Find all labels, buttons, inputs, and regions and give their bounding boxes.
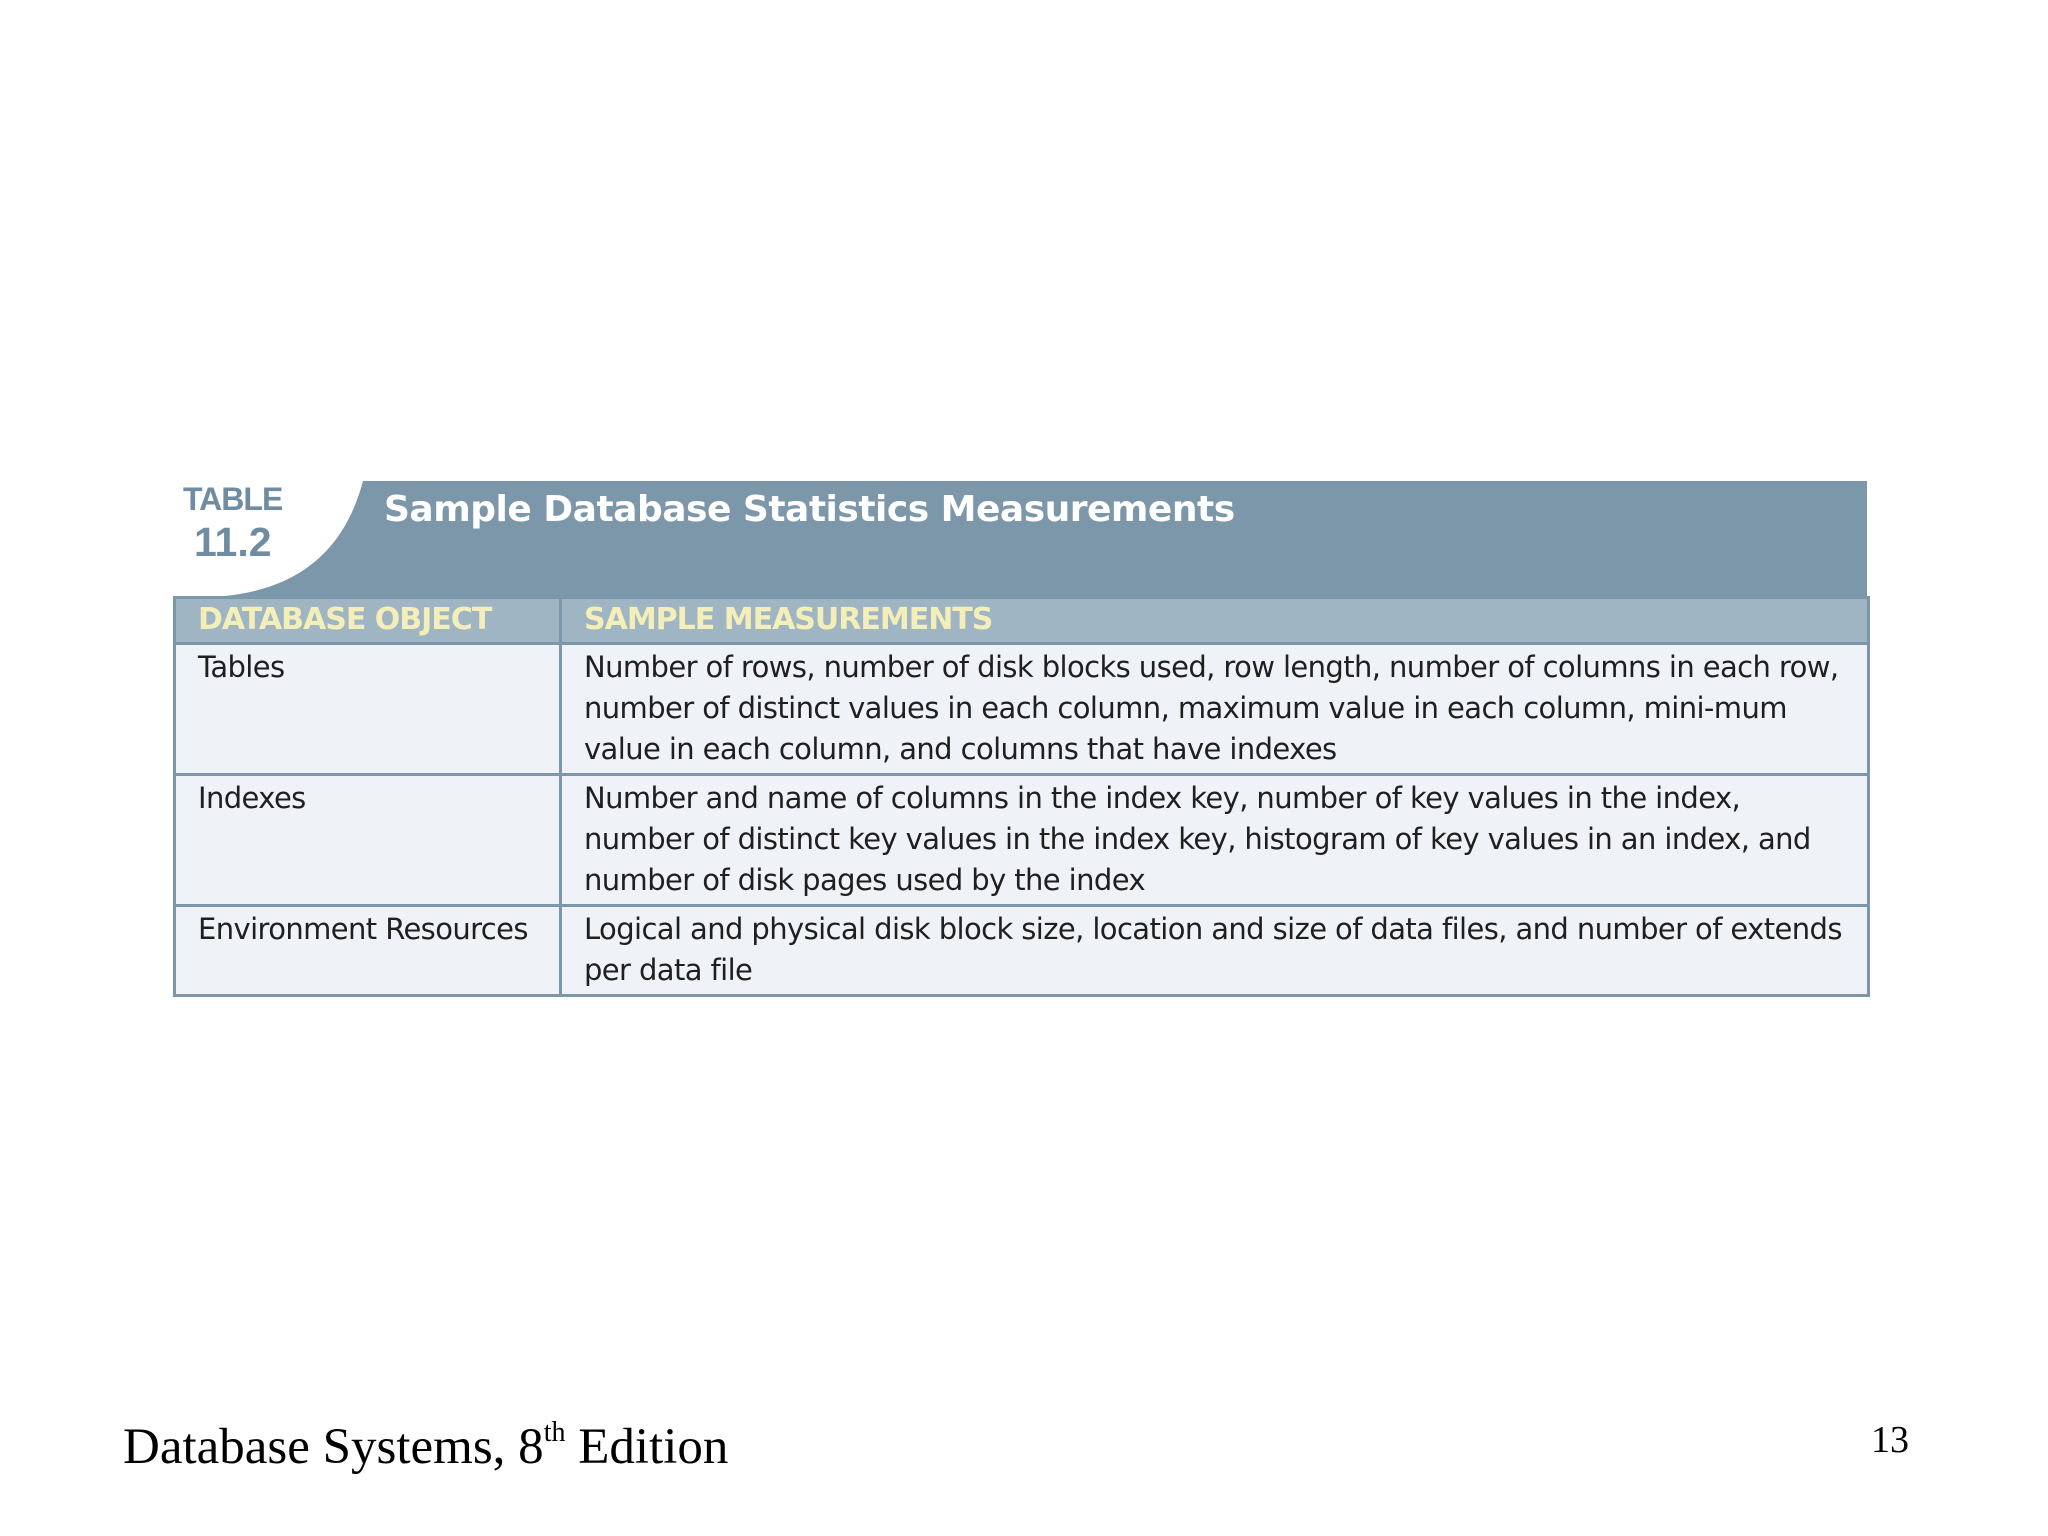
row-object-tables: Tables (175, 644, 561, 775)
row-measurements-environment-resources: Logical and physical disk block size, location and size of data files, and number of extends per data file (561, 906, 1869, 996)
header-sample-measurements: SAMPLE MEASUREMENTS (561, 598, 1869, 644)
table-row (175, 906, 1869, 996)
table-row (175, 775, 1869, 906)
row-object-indexes: Indexes (175, 775, 561, 906)
header-database-object: DATABASE OBJECT (175, 598, 561, 644)
book-title-edition: Edition (565, 1419, 729, 1475)
book-title-main: Database Systems, 8 (123, 1419, 544, 1475)
table-figure (173, 481, 1867, 997)
row-measurements-tables: Number of rows, number of disk blocks used, row length, number of columns in each row, number of distinct values in each column, maximum value in each column, mini-mum value in each column, and columns that have indexes (561, 644, 1869, 775)
page-number: 13 (1871, 1419, 1909, 1461)
table-title: Sample Database Statistics Measurements (384, 489, 1235, 530)
statistics-table (173, 596, 1870, 997)
table-tag-label: TABLE (183, 481, 283, 517)
table-tag-number: 11.2 (194, 519, 272, 565)
book-title-footer (123, 1418, 728, 1476)
row-measurements-indexes: Number and name of columns in the index key, number of key values in the index, number of distinct key values in the index key, histogram of key values in an index, and number of disk pages used by the index (561, 775, 1869, 906)
table-header-row (175, 598, 1869, 644)
row-object-environment-resources: Environment Resources (175, 906, 561, 996)
book-title-superscript: th (543, 1417, 566, 1448)
table-banner (173, 481, 1867, 596)
table-row (175, 644, 1869, 775)
